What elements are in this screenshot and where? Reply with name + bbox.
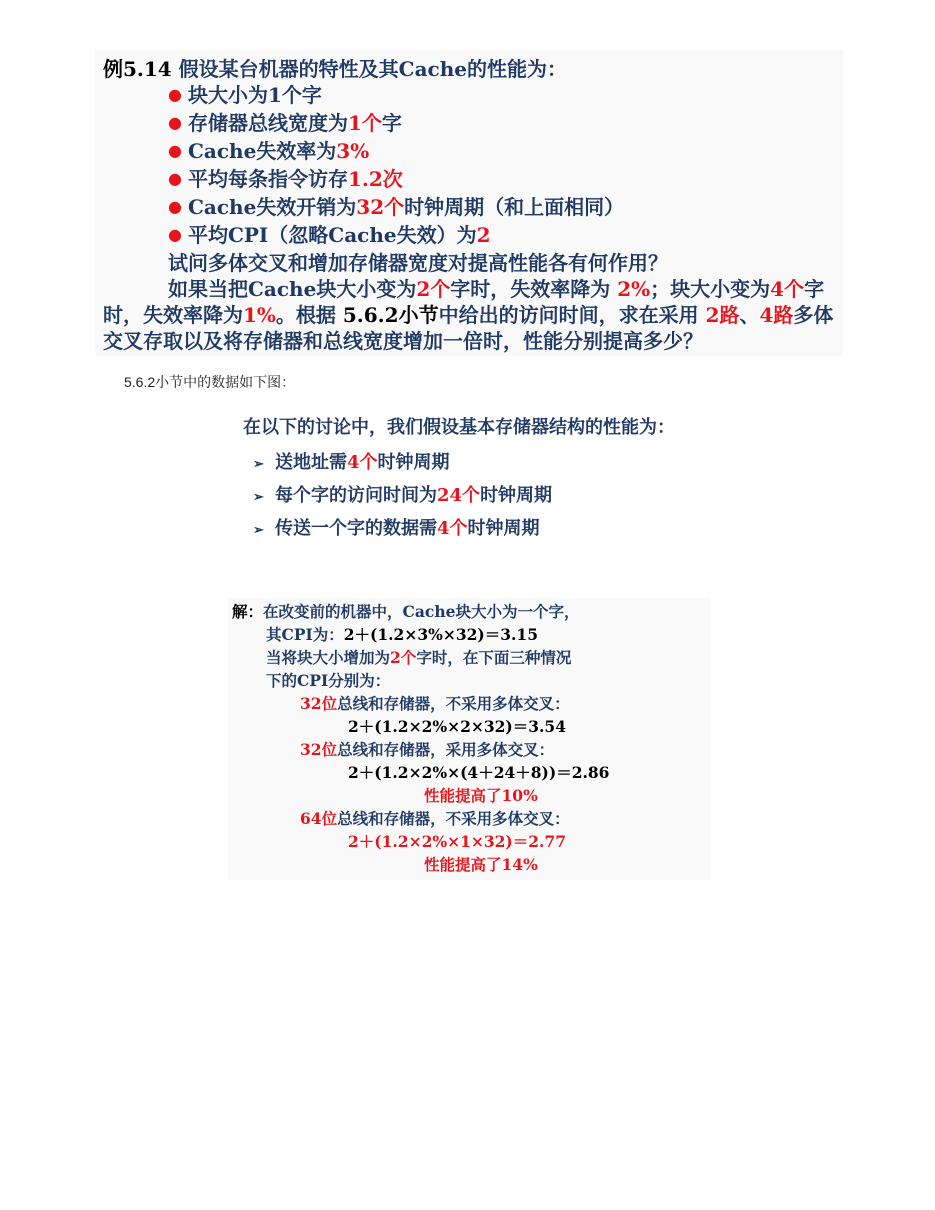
example-question: 试问多体交叉和增加存储器宽度对提高性能各有何作用？ [168, 251, 668, 275]
example-paragraph: 如果当把Cache块大小变为2个字时，失效率降为 2%；块大小变为4个字时，失效率降为1%。根据 5.6.2小节中给出的访问时间，求在采用 2路、4路多体交叉存取以及将存储器和总线宽度增加一倍时，性能分别提高多少？ [103, 277, 834, 353]
case-heading: 64位总线和存储器，不采用多体交叉： [300, 809, 570, 828]
bullet-item: ● 存储器总线宽度为1个字 [168, 111, 402, 135]
solution-line: 当将块大小增加为2个字时，在下面三种情况 [266, 648, 572, 667]
bullet-icon: ● [168, 225, 182, 244]
case-formula: 2＋(1.2×2%×1×32)＝2.77 [348, 832, 566, 851]
solution-line: 其CPI为：2＋(1.2×3%×32)＝3.15 [266, 625, 538, 644]
bullet-item: ● Cache失效开销为32个时钟周期（和上面相同） [168, 195, 625, 219]
example-box [95, 50, 843, 356]
bullet-icon: ● [168, 85, 182, 104]
bullet-item: ● 平均每条指令访存1.2次 [168, 167, 403, 191]
example-heading [103, 56, 843, 82]
arrow-bullet-icon: ➢ [253, 523, 264, 538]
bullet-icon: ● [168, 141, 182, 160]
bullet-item: ● Cache失效率为3% [168, 139, 370, 163]
case-heading: 32位总线和存储器，不采用多体交叉： [300, 694, 570, 713]
solution-line: 下的CPI分别为： [266, 671, 391, 690]
bullet-item: ● 平均CPI（忽略Cache失效）为2 [168, 223, 491, 247]
performance-assumptions [243, 414, 763, 545]
example-label: 例5.14 [103, 57, 172, 81]
bullet-icon: ● [168, 197, 182, 216]
bullet-icon: ● [168, 113, 182, 132]
case-formula: 2＋(1.2×2%×(4＋24＋8))＝2.86 [348, 763, 610, 782]
example-title: 假设某台机器的特性及其Cache的性能为： [171, 57, 568, 81]
section-caption: 5.6.2小节中的数据如下图： [124, 374, 296, 390]
case-result: 性能提高了10% [424, 786, 538, 805]
list-item: ➢ 传送一个字的数据需4个时钟周期 [253, 512, 763, 545]
arrow-bullet-icon: ➢ [253, 457, 264, 472]
list-item: ➢ 每个字的访问时间为24个时钟周期 [253, 479, 763, 512]
bullet-icon: ● [168, 169, 182, 188]
arrow-bullet-icon: ➢ [253, 490, 264, 505]
bullet-item: ● 块大小为1个字 [168, 83, 322, 107]
solution-line: 解：在改变前的机器中，Cache块大小为一个字， [232, 602, 580, 621]
performance-intro: 在以下的讨论中，我们假设基本存储器结构的性能为： [243, 417, 675, 438]
solution-box [228, 598, 710, 880]
performance-list [243, 446, 763, 545]
list-item: ➢ 送地址需4个时钟周期 [253, 446, 763, 479]
solution-label: 解： [232, 602, 264, 621]
case-result: 性能提高了14% [424, 855, 538, 874]
case-heading: 32位总线和存储器，采用多体交叉： [300, 740, 555, 759]
case-formula: 2＋(1.2×2%×2×32)＝3.54 [348, 717, 566, 736]
